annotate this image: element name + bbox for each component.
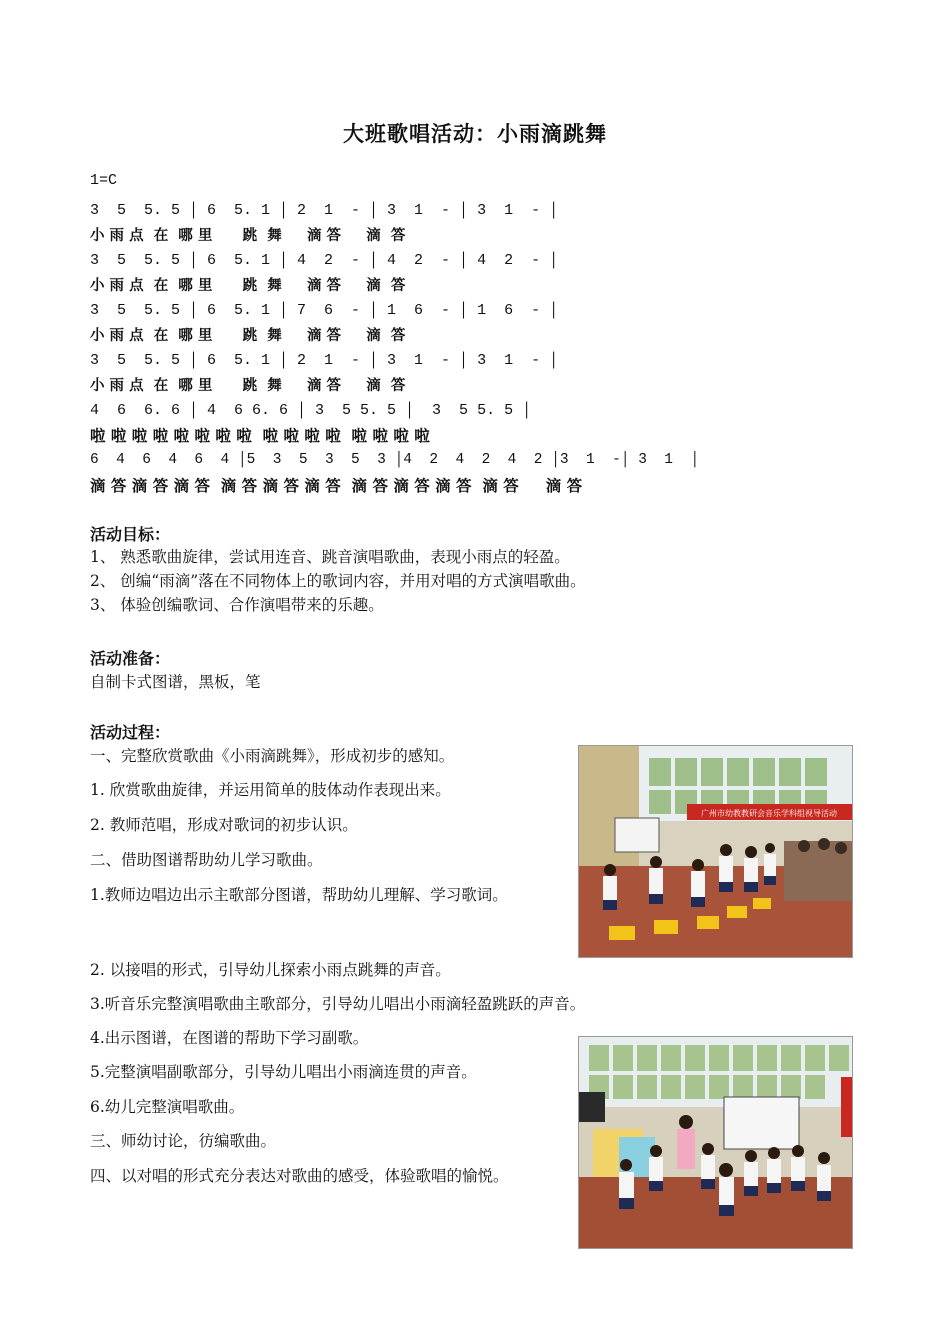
goal-item: 3、 体验创编歌词、合作演唱带来的乐趣。	[90, 596, 384, 614]
goals-heading: 活动目标：	[90, 525, 171, 544]
process-list	[90, 740, 586, 1229]
process-step: 6.幼儿完整演唱歌曲。	[90, 1098, 245, 1116]
notation-row: 3 5 5. 5 │ 6 5. 1 │ 2 1 - │ 3 1 - │ 3 1 - │	[90, 202, 559, 219]
notation-row: 4 6 6. 6 │ 4 6 6. 6 │ 3 5 5. 5 │ 3 5 5. 5 │	[90, 402, 532, 419]
lyrics-row: 小 雨 点 在 哪 里 跳 舞 滴 答 滴 答	[90, 227, 406, 244]
music-score	[90, 198, 810, 498]
lyrics-row: 滴 答 滴 答 滴 答 滴 答 滴 答 滴 答 滴 答 滴 答 滴 答 滴 答 滴 答	[90, 476, 583, 495]
process-step: 2. 教师范唱，形成对歌词的初步认识。	[90, 816, 358, 834]
process-heading: 活动过程：	[90, 723, 171, 742]
key-signature: 1=C	[90, 172, 118, 189]
goal-item: 1、 熟悉歌曲旋律，尝试用连音、跳音演唱歌曲，表现小雨点的轻盈。	[90, 548, 570, 566]
lyrics-row: 小 雨 点 在 哪 里 跳 舞 滴 答 滴 答	[90, 377, 406, 394]
lyrics-row: 啦 啦 啦 啦 啦 啦 啦 啦 啦 啦 啦 啦 啦 啦 啦 啦	[90, 426, 430, 445]
notation-row: 3 5 5. 5 │ 6 5. 1 │ 2 1 - │ 3 1 - │ 3 1 - │	[90, 352, 559, 369]
banner-text: 广州市幼教教研会音乐学科组视导活动	[701, 809, 837, 818]
process-step: 一、完整欣赏歌曲《小雨滴跳舞》，形成初步的感知。	[90, 747, 455, 765]
process-step: 3.听音乐完整演唱歌曲主歌部分，引导幼儿唱出小雨滴轻盈跳跃的声音。	[90, 995, 586, 1013]
activity-photo-1	[578, 745, 853, 958]
process-step: 二、借助图谱帮助幼儿学习歌曲。	[90, 851, 323, 869]
process-step: 2. 以接唱的形式，引导幼儿探索小雨点跳舞的声音。	[90, 961, 451, 979]
process-step: 5.完整演唱副歌部分，引导幼儿唱出小雨滴连贯的声音。	[90, 1063, 477, 1081]
lyrics-row: 小 雨 点 在 哪 里 跳 舞 滴 答 滴 答	[90, 277, 406, 294]
activity-photo-2	[578, 1036, 853, 1249]
notation-row: 3 5 5. 5 │ 6 5. 1 │ 4 2 - │ 4 2 - │ 4 2 - │	[90, 252, 559, 269]
prep-heading: 活动准备：	[90, 649, 171, 668]
process-step: 三、师幼讨论，彷编歌曲。	[90, 1132, 277, 1150]
prep-text: 自制卡式图谱，黑板，笔	[90, 673, 261, 691]
notation-row: 3 5 5. 5 │ 6 5. 1 │ 7 6 - │ 1 6 - │ 1 6 - │	[90, 302, 559, 319]
process-step: 4.出示图谱，在图谱的帮助下学习副歌。	[90, 1029, 369, 1047]
process-step: 四、以对唱的形式充分表达对歌曲的感受，体验歌唱的愉悦。	[90, 1167, 509, 1185]
process-step: 1. 欣赏歌曲旋律，并运用简单的肢体动作表现出来。	[90, 781, 451, 799]
goal-item: 2、 创编“雨滴”落在不同物体上的歌词内容，并用对唱的方式演唱歌曲。	[90, 572, 586, 590]
process-step: 1.教师边唱边出示主歌部分图谱，帮助幼儿理解、学习歌词。	[90, 886, 508, 904]
notation-row: 6 4 6 4 6 4 │5 3 5 3 5 3 │4 2 4 2 4 2 │3 1 -│ 3 1 │	[90, 452, 700, 468]
page-title: 大班歌唱活动：小雨滴跳舞	[343, 121, 607, 146]
goals-list	[90, 545, 586, 617]
lyrics-row: 小 雨 点 在 哪 里 跳 舞 滴 答 滴 答	[90, 327, 406, 344]
